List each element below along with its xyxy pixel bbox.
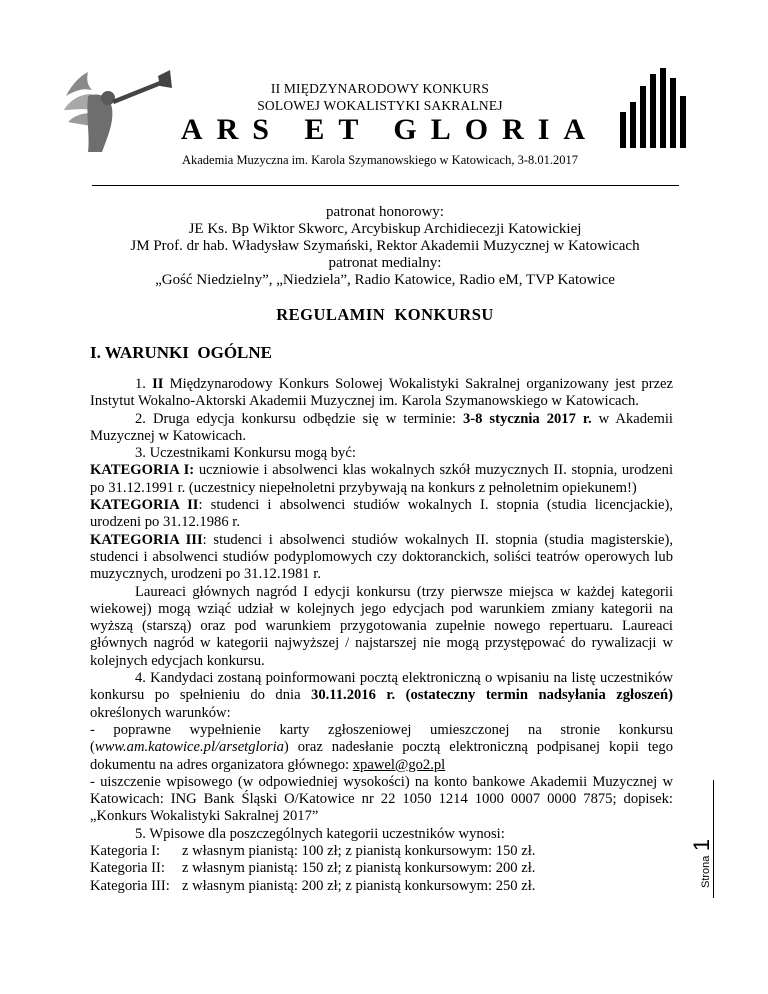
contest-title: ARS ET GLORIA [180,113,600,146]
angel-trumpet-icon [58,66,178,156]
condition-1: - poprawne wypełnienie karty zgłoszeniowej umieszczonej na stronie konkursu (www.am.katowice.pl/arsetgloria) oraz nadesłanie pocztą elektroniczną podpisanej kopii tego dokumentu na adres organizatora głównego: xpawel@go2.pl [90,721,673,773]
condition-2: - uiszczenie wpisowego (w odpowiedniej wysokości) na konto bankowe Akademii Muzycznej w Katowicach: ING Bank Śląski O/Katowice nr 22 1050 1214 1000 0007 0000 7875; dopisek: „Konkurs Wokalistyki Sakralnej 2017” [90,773,673,825]
category-2: KATEGORIA II: studenci i absolwenci studiów wokalnych I. stopnia (studia licencjackie), urodzeni po 31.12.1986 r. [90,497,673,531]
email-link[interactable]: xpawel@go2.pl [352,756,446,773]
header-line-2: SOLOWEJ WOKALISTYKI SAKRALNEJ [257,98,503,113]
header-line-1: II MIĘDZYNARODOWY KONKURS [270,81,490,96]
page-number: Strona 1 [689,838,714,888]
document-title: REGULAMIN KONKURSU [276,305,494,324]
header-divider [92,185,679,186]
table-row: Kategoria II: z własnym pianistą: 150 zł; z pianistą konkursowym: 200 zł. [90,860,536,877]
table-row: Kategoria I: z własnym pianistą: 100 zł; z pianistą konkursowym: 150 zł. [90,843,536,860]
table-row: Kategoria III: z własnym pianistą: 200 zł; z pianistą konkursowym: 250 zł. [90,877,536,894]
honorary-label: patronat honorowy: [326,204,444,220]
paragraph-4: 4. Kandydaci zostaną poinformowani pocztą elektroniczną o wpisaniu na listę uczestników konkursu po spełnieniu do dnia 30.11.2016 r. (ostateczny termin nadsyłania zgłoszeń) określonych warunków: [90,670,673,721]
patronage-block [90,204,680,289]
organ-pipes-icon [618,68,688,150]
honorary-patron-2: JM Prof. dr hab. Władysław Szymański, Rektor Akademii Muzycznej w Katowicach [130,238,640,254]
honorary-patron-1: JE Ks. Bp Wiktor Skworc, Arcybiskup Archidiecezji Katowickiej [188,221,582,237]
category-1: KATEGORIA I: uczniowie i absolwenci klas wokalnych szkół muzycznych II. stopnia, urodzeni po 31.12.1991 r. (uczestnicy niepełnoletni przybywają na konkurs z pełnoletnim opiekunem!) [90,462,673,496]
category-3: KATEGORIA III: studenci i absolwenci studiów wokalnych II. stopnia (studia magisterskie), studenci i absolwenci studiów podyplomowych czy doktoranckich, soliści teatrów operowych lub muzycznych, urodzeni po 31.12.1981 r. [90,531,673,583]
document-body [90,376,673,895]
contest-url-link[interactable]: www.am.katowice.pl/arsetgloria [94,739,284,756]
media-patrons: „Gość Niedzielny”, „Niedziela”, Radio Katowice, Radio eM, TVP Katowice [155,272,615,288]
paragraph-2: 2. Druga edycja konkursu odbędzie się w terminie: 3-8 stycznia 2017 r. w Akademii Muzycznej w Katowicach. [90,410,673,444]
media-label: patronat medialny: [328,255,442,271]
academy-line: Akademia Muzyczna im. Karola Szymanowskiego w Katowicach, 3-8.01.2017 [181,153,579,167]
paragraph-5: 5. Wpisowe dla poszczególnych kategorii uczestników wynosi: [135,825,505,842]
fees-table [90,843,535,895]
section-title: I. WARUNKI OGÓLNE [90,343,272,362]
paragraph-1: 1. II Międzynarodowy Konkurs Solowej Wokalistyki Sakralnej organizowany jest przez Instytut Wokalno-Aktorski Akademii Muzycznej im. Karola Szymanowskiego w Katowicach. [90,376,673,410]
paragraph-3: 3. Uczestnikami Konkursu mogą być: [135,445,356,462]
laureates-paragraph: Laureaci głównych nagród I edycji konkursu (trzy pierwsze miejsca w każdej kategorii wiekowej) mogą wziąć udział w kolejnych jego edycjach pod warunkiem zmiany kategorii na wyższą (starszą) oraz pod warunkiem przygotowania zupełnie nowego repertuaru. Laureaci głównych nagród w kategorii najwyższej / najstarszej nie mogą przystępować do rywalizacji w kolejnych edycjach konkursu. [90,583,673,669]
